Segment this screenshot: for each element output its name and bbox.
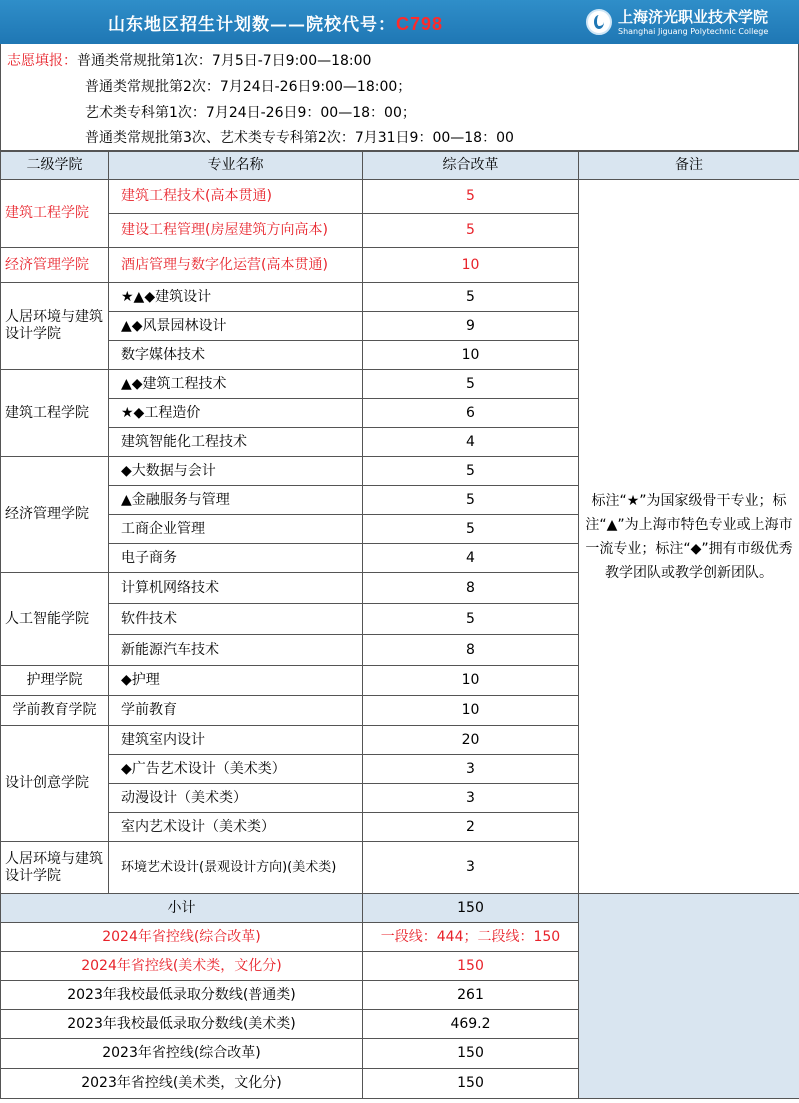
college-cell: 人居环境与建筑设计学院 — [1, 842, 109, 894]
notice-label: 志愿填报： — [7, 53, 77, 69]
major-cell: ★◆工程造价 — [109, 399, 363, 428]
count-cell: 10 — [363, 248, 579, 283]
notice-line: 普通类常规批第3次、艺术类专专科第2次：7月31日9：00—18：00 — [85, 130, 514, 146]
count-cell: 9 — [363, 312, 579, 341]
major-cell: 建筑工程技术(高本贯通) — [109, 180, 363, 214]
major-cell: 数字媒体技术 — [109, 341, 363, 370]
major-cell: 室内艺术设计（美术类） — [109, 813, 363, 842]
college-cell: 学前教育学院 — [1, 696, 109, 726]
enrollment-table — [0, 151, 799, 1099]
header-note: 备注 — [579, 152, 799, 180]
notice-line: 普通类常规批第1次：7月5日-7日9:00—18:00 — [77, 53, 372, 69]
college-cell: 建筑工程学院 — [1, 180, 109, 248]
count-cell: 4 — [363, 544, 579, 573]
major-cell: 软件技术 — [109, 604, 363, 635]
count-cell: 3 — [363, 842, 579, 894]
major-cell: 计算机网络技术 — [109, 573, 363, 604]
summary-label: 2024年省控线(综合改革) — [1, 923, 363, 952]
count-cell: 10 — [363, 666, 579, 696]
count-cell: 5 — [363, 180, 579, 214]
count-cell: 8 — [363, 573, 579, 604]
count-cell: 5 — [363, 457, 579, 486]
count-cell: 20 — [363, 726, 579, 755]
major-cell: 建筑室内设计 — [109, 726, 363, 755]
page-header — [0, 0, 799, 44]
major-cell: 环境艺术设计(景观设计方向)(美术类) — [109, 842, 363, 894]
summary-value: 469.2 — [363, 1010, 579, 1039]
summary-label: 2023年省控线(综合改革) — [1, 1039, 363, 1069]
count-cell: 5 — [363, 515, 579, 544]
count-cell: 5 — [363, 283, 579, 312]
major-cell: ▲◆建筑工程技术 — [109, 370, 363, 399]
college-cell: 护理学院 — [1, 666, 109, 696]
major-cell: 建筑智能化工程技术 — [109, 428, 363, 457]
count-cell: 10 — [363, 341, 579, 370]
application-notice — [0, 44, 799, 151]
count-cell: 8 — [363, 635, 579, 666]
count-cell: 3 — [363, 755, 579, 784]
count-cell: 5 — [363, 214, 579, 248]
count-cell: 3 — [363, 784, 579, 813]
count-cell: 5 — [363, 604, 579, 635]
school-name-cn: 上海济光职业技术学院 — [618, 8, 769, 26]
notice-line: 普通类常规批第2次：7月24日-26日9:00—18:00； — [85, 79, 412, 95]
legend-note: 标注“★”为国家级骨干专业；标注“▲”为上海市特色专业或上海市一流专业；标注“◆”拥有市级优秀教学团队或教学创新团队。 — [579, 180, 799, 894]
college-cell: 经济管理学院 — [1, 248, 109, 283]
summary-value: 261 — [363, 981, 579, 1010]
major-cell: 酒店管理与数字化运营(高本贯通) — [109, 248, 363, 283]
summary-label: 2024年省控线(美术类，文化分) — [1, 952, 363, 981]
major-cell: 电子商务 — [109, 544, 363, 573]
college-cell: 经济管理学院 — [1, 457, 109, 573]
summary-value: 150 — [363, 1039, 579, 1069]
major-cell: ▲◆风景园林设计 — [109, 312, 363, 341]
major-cell: 新能源汽车技术 — [109, 635, 363, 666]
count-cell: 5 — [363, 486, 579, 515]
count-cell: 5 — [363, 370, 579, 399]
count-cell: 6 — [363, 399, 579, 428]
summary-value: 150 — [363, 894, 579, 923]
summary-value: 150 — [363, 952, 579, 981]
college-cell: 设计创意学院 — [1, 726, 109, 842]
page-title: 山东地区招生计划数——院校代号：C798 — [108, 14, 444, 35]
summary-label: 2023年我校最低录取分数线(普通类) — [1, 981, 363, 1010]
count-cell: 4 — [363, 428, 579, 457]
school-logo-icon — [586, 9, 612, 35]
school-code: C798 — [396, 14, 444, 34]
header-college: 二级学院 — [1, 152, 109, 180]
notice-line: 艺术类专科第1次：7月24日-26日9：00—18：00； — [85, 105, 416, 121]
college-cell: 人居环境与建筑设计学院 — [1, 283, 109, 370]
count-cell: 10 — [363, 696, 579, 726]
major-cell: 工商企业管理 — [109, 515, 363, 544]
summary-value: 150 — [363, 1069, 579, 1099]
header-count: 综合改革 — [363, 152, 579, 180]
summary-label: 2023年省控线(美术类，文化分) — [1, 1069, 363, 1099]
summary-label: 2023年我校最低录取分数线(美术类) — [1, 1010, 363, 1039]
major-cell: ▲金融服务与管理 — [109, 486, 363, 515]
major-cell: ◆广告艺术设计（美术类） — [109, 755, 363, 784]
major-cell: ◆大数据与会计 — [109, 457, 363, 486]
major-cell: ★▲◆建筑设计 — [109, 283, 363, 312]
school-name-en: Shanghai Jiguang Polytechnic College — [618, 27, 769, 36]
summary-value: 一段线：444；二段线：150 — [363, 923, 579, 952]
major-cell: 建设工程管理(房屋建筑方向高本) — [109, 214, 363, 248]
count-cell: 2 — [363, 813, 579, 842]
college-cell: 建筑工程学院 — [1, 370, 109, 457]
major-cell: 学前教育 — [109, 696, 363, 726]
header-major: 专业名称 — [109, 152, 363, 180]
major-cell: ◆护理 — [109, 666, 363, 696]
major-cell: 动漫设计（美术类） — [109, 784, 363, 813]
summary-label: 小计 — [1, 894, 363, 923]
college-cell: 人工智能学院 — [1, 573, 109, 666]
